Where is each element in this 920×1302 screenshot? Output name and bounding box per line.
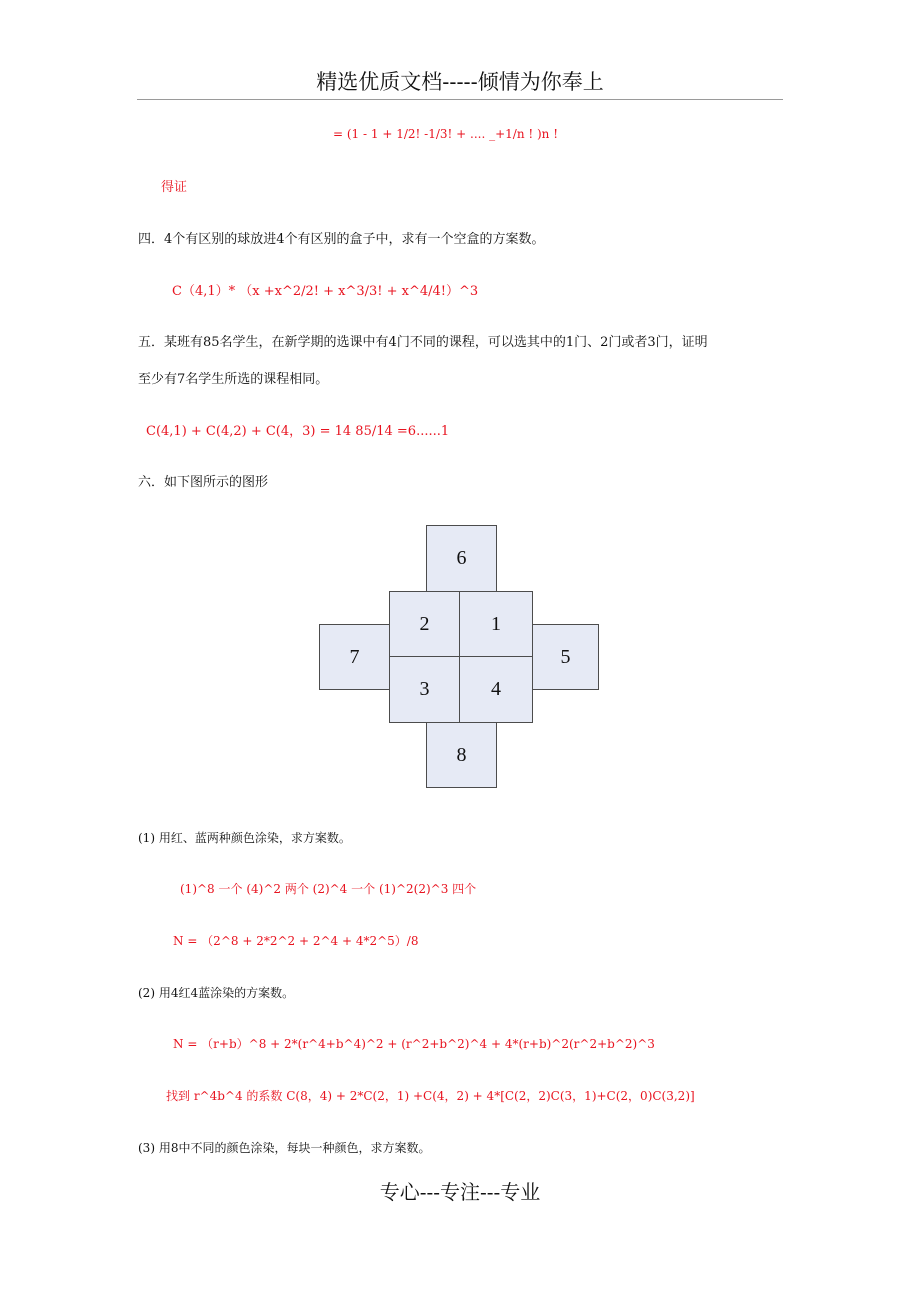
q6-sub2-coefficient: 找到 r^4b^4 的系数 C(8，4) + 2*C(2，1) +C(4，2) + 4*[C(2，2)C(3，1)+C(2，0)C(3,2)] — [166, 1089, 695, 1103]
square-8: 8 — [426, 722, 497, 788]
page-header-title: 精选优质文档-----倾情为你奉上 — [316, 70, 604, 94]
square-5: 5 — [532, 624, 599, 690]
header-divider — [137, 99, 783, 100]
q6-sub2-question: (2) 用4红4蓝涂染的方案数。 — [138, 986, 295, 1000]
q5-question-line1: 五．某班有85名学生，在新学期的选课中有4门不同的课程，可以选其中的1门、2门或者3门，证明 — [138, 335, 708, 350]
q6-sub3-question: (3) 用8中不同的颜色涂染，每块一种颜色，求方案数。 — [138, 1141, 431, 1155]
square-2: 2 — [389, 591, 460, 657]
q6-sub1-question: (1) 用红、蓝两种颜色涂染，求方案数。 — [138, 831, 351, 845]
q6-heading: 六．如下图所示的图形 — [138, 475, 269, 490]
q5-answer: C(4,1) + C(4,2) + C(4，3) = 14 85/14 =6......1 — [146, 424, 450, 439]
q6-sub2-formula: N = （r+b）^8 + 2*(r^4+b^4)^2 + (r^2+b^2)^4 + 4*(r+b)^2(r^2+b^2)^3 — [173, 1037, 655, 1051]
square-1: 1 — [459, 591, 533, 657]
proof-done: 得证 — [161, 180, 188, 195]
page-footer: 专心---专注---专业 — [379, 1180, 541, 1204]
q4-question: 四．4个有区别的球放进4个有区别的盒子中，求有一个空盒的方案数。 — [138, 232, 545, 247]
square-4: 4 — [459, 656, 533, 723]
q6-sub1-formula: N = （2^8 + 2*2^2 + 2^4 + 4*2^5）/8 — [173, 934, 419, 948]
derivation-tail: = (1 - 1 + 1/2! -1/3! + .... _+1/n ! )n ! — [333, 127, 559, 141]
square-7: 7 — [319, 624, 390, 690]
square-6: 6 — [426, 525, 497, 592]
q5-question-line2: 至少有7名学生所选的课程相同。 — [138, 372, 329, 387]
square-3: 3 — [389, 656, 460, 723]
q6-sub1-cycles: (1)^8 一个 (4)^2 两个 (2)^4 一个 (1)^2(2)^3 四个 — [180, 882, 477, 896]
q4-answer: C（4,1）* （x +x^2/2! + x^3/3! + x^4/4!）^3 — [172, 284, 479, 299]
